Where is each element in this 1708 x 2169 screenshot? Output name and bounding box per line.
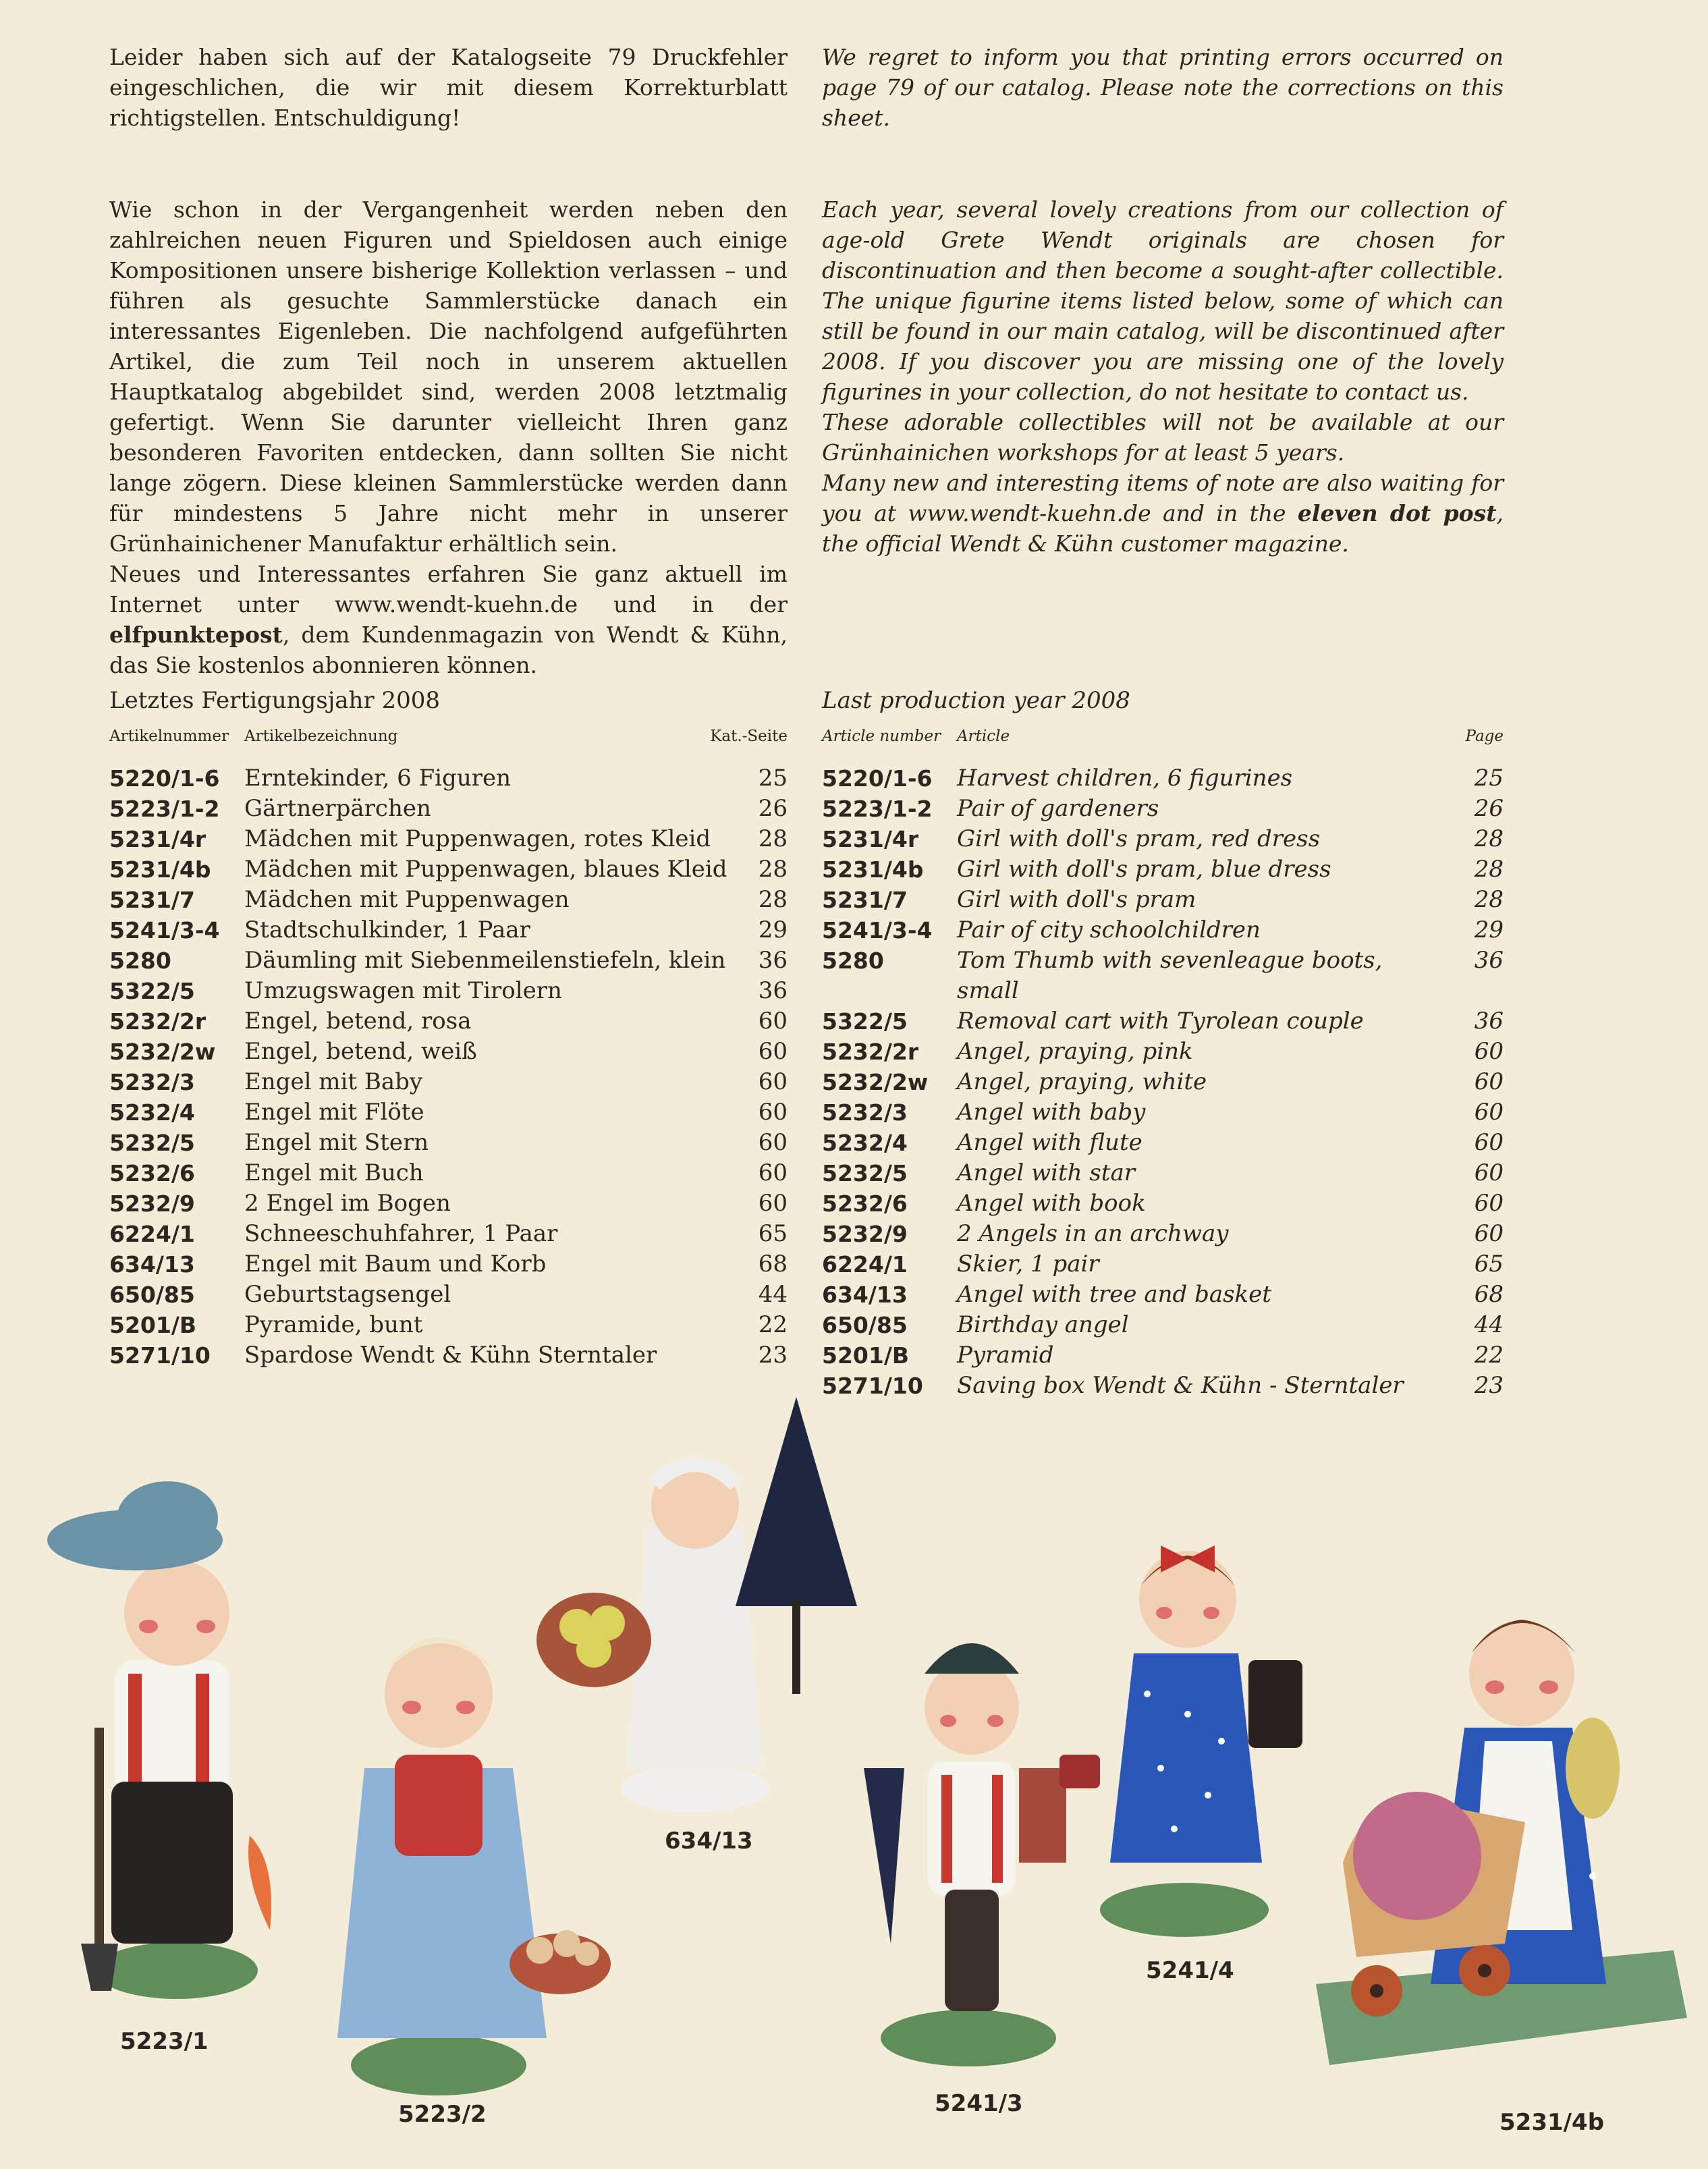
article-page: 60 <box>758 1038 788 1065</box>
article-page: 29 <box>758 916 788 943</box>
body-en <box>822 194 1504 559</box>
article-page: 60 <box>758 1099 788 1126</box>
list-de-row <box>109 1340 788 1371</box>
article-page: 60 <box>1474 1220 1504 1247</box>
list-en-row <box>822 1006 1504 1037</box>
list-en-row <box>822 1340 1504 1371</box>
article-page: 44 <box>758 1281 788 1308</box>
article-name: Pyramid <box>957 1342 1054 1369</box>
article-number: 5223/1-2 <box>109 796 220 822</box>
article-number: 5232/6 <box>109 1160 195 1186</box>
list-en-row <box>822 1310 1504 1340</box>
article-name: Girl with doll's pram, red dress <box>957 825 1321 852</box>
list-en-row <box>822 1219 1504 1249</box>
article-name: Angel, praying, pink <box>957 1038 1193 1065</box>
list-en-row <box>822 763 1504 794</box>
list-en-column-headers <box>822 721 1504 748</box>
list-de-row <box>109 794 788 824</box>
list-en-rows <box>822 763 1504 1401</box>
article-name: Engel mit Baby <box>244 1068 423 1095</box>
article-page: 36 <box>1474 1008 1504 1035</box>
list-en-row <box>822 945 1504 1006</box>
list-en-col-number: Article number <box>822 727 941 745</box>
article-name: Pair of city schoolchildren <box>957 916 1261 943</box>
article-number: 5201/B <box>822 1342 910 1369</box>
figurine-photo <box>0 1390 1708 2169</box>
article-page: 25 <box>758 765 788 792</box>
article-name: Tom Thumb with sevenleague boots, small <box>957 947 1383 1004</box>
list-de-row <box>109 915 788 945</box>
article-number: 5232/5 <box>822 1160 908 1186</box>
article-number: 5223/1-2 <box>822 796 933 822</box>
article-number: 5280 <box>822 948 884 974</box>
article-number: 5271/10 <box>109 1342 211 1369</box>
article-page: 28 <box>758 886 788 913</box>
caption-school-girl: 5241/4 <box>1146 1957 1234 1984</box>
figurines-illustration <box>0 1390 1708 2169</box>
list-de-row <box>109 885 788 915</box>
body-de-p2-end: , dem Kundenmagazin von Wendt & Kühn, das Sie kostenlos abonnieren können. <box>109 622 788 678</box>
article-number: 5271/10 <box>822 1373 923 1399</box>
caption-angel: 634/13 <box>665 1828 753 1855</box>
article-page: 22 <box>1474 1342 1504 1369</box>
body-en-paragraph-1: Each year, several lovely creations from our collection of age-old Grete Wendt originals are chosen for discontinuation and then become a sought-after collectible. The unique figurine items listed below, some of which can still be found in our main catalog, will be discontinued after 2008. If you discover you are missing one of the lovely figurines in your collection, do not hesitate to contact us. <box>822 196 1504 405</box>
article-name: Angel with baby <box>957 1099 1146 1126</box>
figurine-gardener-girl <box>337 1637 611 2095</box>
body-de-p2-start: Neues und Interessantes erfahren Sie ganz aktuell im Internet unter www.wendt-kuehn.de und in der <box>109 561 788 617</box>
article-name: Engel, betend, rosa <box>244 1008 472 1035</box>
article-page: 28 <box>758 825 788 852</box>
caption-school-boy: 5241/3 <box>935 2090 1023 2117</box>
article-page: 68 <box>758 1251 788 1278</box>
list-de-column-headers <box>109 721 788 748</box>
list-en-row <box>822 1249 1504 1280</box>
article-page: 60 <box>758 1008 788 1035</box>
list-en-table <box>822 763 1504 1401</box>
article-number: 5232/3 <box>109 1069 195 1095</box>
article-name: Angel with star <box>957 1159 1135 1186</box>
article-page: 23 <box>1474 1372 1504 1399</box>
list-de-row <box>109 1219 788 1249</box>
article-name: Engel mit Baum und Korb <box>244 1251 547 1278</box>
article-number: 5232/4 <box>822 1130 908 1156</box>
article-number: 5232/5 <box>109 1130 195 1156</box>
article-page: 60 <box>758 1190 788 1217</box>
article-number: 5322/5 <box>109 978 195 1004</box>
list-en-row <box>822 1158 1504 1188</box>
list-en-heading: Last production year 2008 <box>822 687 1130 714</box>
article-page: 60 <box>758 1068 788 1095</box>
list-de-col-number: Artikelnummer <box>109 727 229 745</box>
article-number: 5201/B <box>109 1312 197 1338</box>
caption-pram-girl: 5231/4b <box>1499 2109 1605 2136</box>
article-name: Angel with book <box>957 1190 1146 1217</box>
list-de-row <box>109 854 788 885</box>
article-name: Däumling mit Siebenmeilenstiefeln, klein <box>244 947 726 974</box>
article-name: Girl with doll's pram <box>957 886 1196 913</box>
article-page: 68 <box>1474 1281 1504 1308</box>
article-page: 65 <box>1474 1251 1504 1278</box>
article-name: Engel mit Flöte <box>244 1099 424 1126</box>
article-name: Engel, betend, weiß <box>244 1038 477 1065</box>
list-de-row <box>109 1249 788 1280</box>
intro-de <box>109 42 788 133</box>
intro-de-text: Leider haben sich auf der Katalogseite 79 Druckfehler eingeschlichen, die wir mit diesem Korrekturblatt richtigstellen. Entschuldigung! <box>109 44 788 131</box>
list-de-row <box>109 1188 788 1219</box>
article-name: Pyramide, bunt <box>244 1311 423 1338</box>
article-number: 5232/4 <box>109 1099 195 1126</box>
body-en-paragraph-2: These adorable collectibles will not be available at our Grünhainichen workshops for at least 5 years. <box>822 409 1504 466</box>
body-en-p3-start: Many new and interesting items of note are also waiting for you at www.wendt-kuehn.de and in the <box>822 470 1504 526</box>
article-number: 5280 <box>109 948 171 974</box>
article-name: Umzugswagen mit Tirolern <box>244 977 562 1004</box>
article-name: Angel with flute <box>957 1129 1142 1156</box>
list-de-row <box>109 976 788 1006</box>
article-number: 5241/3-4 <box>822 917 933 943</box>
article-number: 5241/3-4 <box>109 917 220 943</box>
article-page: 36 <box>758 977 788 1004</box>
list-de-table <box>109 763 788 1371</box>
article-name: Mädchen mit Puppenwagen, blaues Kleid <box>244 856 727 883</box>
list-de-row <box>109 763 788 794</box>
list-de-heading: Letztes Fertigungsjahr 2008 <box>109 687 441 714</box>
list-en-row <box>822 824 1504 854</box>
article-page: 36 <box>1474 947 1504 974</box>
article-name: Gärtnerpärchen <box>244 795 431 822</box>
article-page: 23 <box>758 1342 788 1369</box>
article-number: 5322/5 <box>822 1008 908 1035</box>
list-en-row <box>822 794 1504 824</box>
article-name: Mädchen mit Puppenwagen <box>244 886 570 913</box>
list-en-row <box>822 1128 1504 1158</box>
article-page: 28 <box>1474 856 1504 883</box>
brand-elfpunktepost: elfpunktepost <box>109 622 283 648</box>
list-de-rows <box>109 763 788 1371</box>
article-number: 634/13 <box>822 1282 908 1308</box>
article-number: 5232/2w <box>109 1039 216 1065</box>
article-number: 6224/1 <box>109 1221 195 1247</box>
article-page: 22 <box>758 1311 788 1338</box>
body-en-paragraph-3 <box>822 468 1504 559</box>
body-en-p3-end: , the official Wendt & Kühn customer magazine. <box>822 500 1504 557</box>
article-name: Birthday angel <box>957 1311 1129 1338</box>
list-en-row <box>822 1097 1504 1128</box>
article-page: 29 <box>1474 916 1504 943</box>
article-page: 60 <box>1474 1129 1504 1156</box>
article-name: Removal cart with Tyrolean couple <box>957 1008 1364 1035</box>
article-name: Angel with tree and basket <box>957 1281 1271 1308</box>
brand-eleven-dot-post: eleven dot post <box>1297 500 1497 526</box>
article-number: 5231/4b <box>109 856 211 883</box>
article-name: 2 Angels in an archway <box>957 1220 1229 1247</box>
list-de-row <box>109 1006 788 1037</box>
list-de-row <box>109 1037 788 1067</box>
intro-en-text: We regret to inform you that printing errors occurred on page 79 of our catalog. Please note the corrections on this sheet. <box>822 44 1504 131</box>
article-name: Harvest children, 6 figurines <box>957 765 1293 792</box>
list-de-row <box>109 1158 788 1188</box>
article-page: 60 <box>758 1159 788 1186</box>
article-number: 5231/4r <box>109 826 206 852</box>
article-page: 26 <box>1474 795 1504 822</box>
article-page: 26 <box>758 795 788 822</box>
list-en-row <box>822 885 1504 915</box>
intro-en <box>822 42 1504 133</box>
list-de <box>109 686 788 1371</box>
list-en-row <box>822 915 1504 945</box>
figurine-school-boy <box>864 1643 1066 2066</box>
list-en <box>822 686 1504 1401</box>
article-page: 60 <box>758 1129 788 1156</box>
article-number: 5232/2r <box>822 1039 919 1065</box>
list-de-row <box>109 945 788 976</box>
article-page: 44 <box>1474 1311 1504 1338</box>
article-name: Skier, 1 pair <box>957 1251 1099 1278</box>
article-number: 5231/7 <box>822 887 908 913</box>
article-number: 650/85 <box>822 1312 908 1338</box>
figurine-school-girl <box>1059 1545 1302 1937</box>
caption-gardener-girl: 5223/2 <box>398 2101 487 2128</box>
list-en-col-page: Page <box>1465 727 1504 745</box>
list-en-row <box>822 1067 1504 1097</box>
article-name: Mädchen mit Puppenwagen, rotes Kleid <box>244 825 711 852</box>
article-number: 5232/2w <box>822 1069 929 1095</box>
list-de-row <box>109 1067 788 1097</box>
list-de-row <box>109 1128 788 1158</box>
article-page: 25 <box>1474 765 1504 792</box>
article-page: 60 <box>1474 1038 1504 1065</box>
article-name: Geburtstagsengel <box>244 1281 451 1308</box>
list-de-col-page: Kat.-Seite <box>710 727 788 745</box>
article-number: 634/13 <box>109 1251 195 1278</box>
figurine-gardener-boy <box>47 1481 271 1999</box>
article-number: 5220/1-6 <box>109 765 220 792</box>
figurine-pram-girl <box>1316 1620 1687 2065</box>
list-en-col-name: Article <box>957 727 1010 745</box>
article-name: Erntekinder, 6 Figuren <box>244 765 511 792</box>
article-page: 65 <box>758 1220 788 1247</box>
article-number: 5232/9 <box>109 1190 195 1217</box>
article-number: 5231/4r <box>822 826 919 852</box>
caption-gardener-boy: 5223/1 <box>120 2028 209 2055</box>
article-page: 28 <box>1474 825 1504 852</box>
list-de-row <box>109 1097 788 1128</box>
article-page: 60 <box>1474 1099 1504 1126</box>
article-page: 60 <box>1474 1159 1504 1186</box>
article-number: 5232/2r <box>109 1008 206 1035</box>
list-en-row <box>822 1280 1504 1310</box>
article-page: 60 <box>1474 1068 1504 1095</box>
article-name: Girl with doll's pram, blue dress <box>957 856 1331 883</box>
article-name: Schneeschuhfahrer, 1 Paar <box>244 1220 558 1247</box>
list-en-row <box>822 854 1504 885</box>
article-number: 5232/6 <box>822 1190 908 1217</box>
list-en-row <box>822 1037 1504 1067</box>
article-name: Saving box Wendt & Kühn - Sterntaler <box>957 1372 1404 1399</box>
article-name: Pair of gardeners <box>957 795 1159 822</box>
article-number: 5232/3 <box>822 1099 908 1126</box>
figurine-angel <box>536 1397 857 1812</box>
list-de-col-name: Artikelbezeichnung <box>244 727 398 745</box>
body-de-paragraph-2 <box>109 559 788 680</box>
body-de-paragraph-1: Wie schon in der Vergangenheit werden neben den zahlreichen neuen Figuren und Spieldosen auch einige Kompositionen unsere bisherige Kollektion verlassen – und führen als gesuchte Sammlerstücke danach ein interessantes Eigenleben. Die nachfolgend aufgeführten Artikel, die zum Teil noch in unserem aktuellen Hauptkatalog abgebildet sind, werden 2008 letztmalig gefertigt. Wenn Sie darunter vielleicht Ihren ganz besonderen Favoriten entdecken, dann sollten Sie nicht lange zögern. Diese kleinen Sammlerstücke werden dann für mindestens 5 Jahre nicht mehr in unserer Grünhainichener Manufaktur erhältlich sein. <box>109 196 788 557</box>
body-de <box>109 194 788 680</box>
article-name: Angel, praying, white <box>957 1068 1207 1095</box>
article-page: 60 <box>1474 1190 1504 1217</box>
article-number: 6224/1 <box>822 1251 908 1278</box>
article-page: 36 <box>758 947 788 974</box>
article-number: 5231/7 <box>109 887 195 913</box>
article-name: Stadtschulkinder, 1 Paar <box>244 916 530 943</box>
article-name: Engel mit Stern <box>244 1129 429 1156</box>
article-number: 5220/1-6 <box>822 765 933 792</box>
article-number: 650/85 <box>109 1282 195 1308</box>
article-name: 2 Engel im Bogen <box>244 1190 451 1217</box>
article-number: 5232/9 <box>822 1221 908 1247</box>
article-number: 5231/4b <box>822 856 924 883</box>
article-name: Spardose Wendt & Kühn Sterntaler <box>244 1342 657 1369</box>
list-de-row <box>109 1310 788 1340</box>
article-page: 28 <box>758 856 788 883</box>
article-name: Engel mit Buch <box>244 1159 424 1186</box>
list-de-row <box>109 1280 788 1310</box>
list-en-row <box>822 1188 1504 1219</box>
list-de-row <box>109 824 788 854</box>
article-page: 28 <box>1474 886 1504 913</box>
